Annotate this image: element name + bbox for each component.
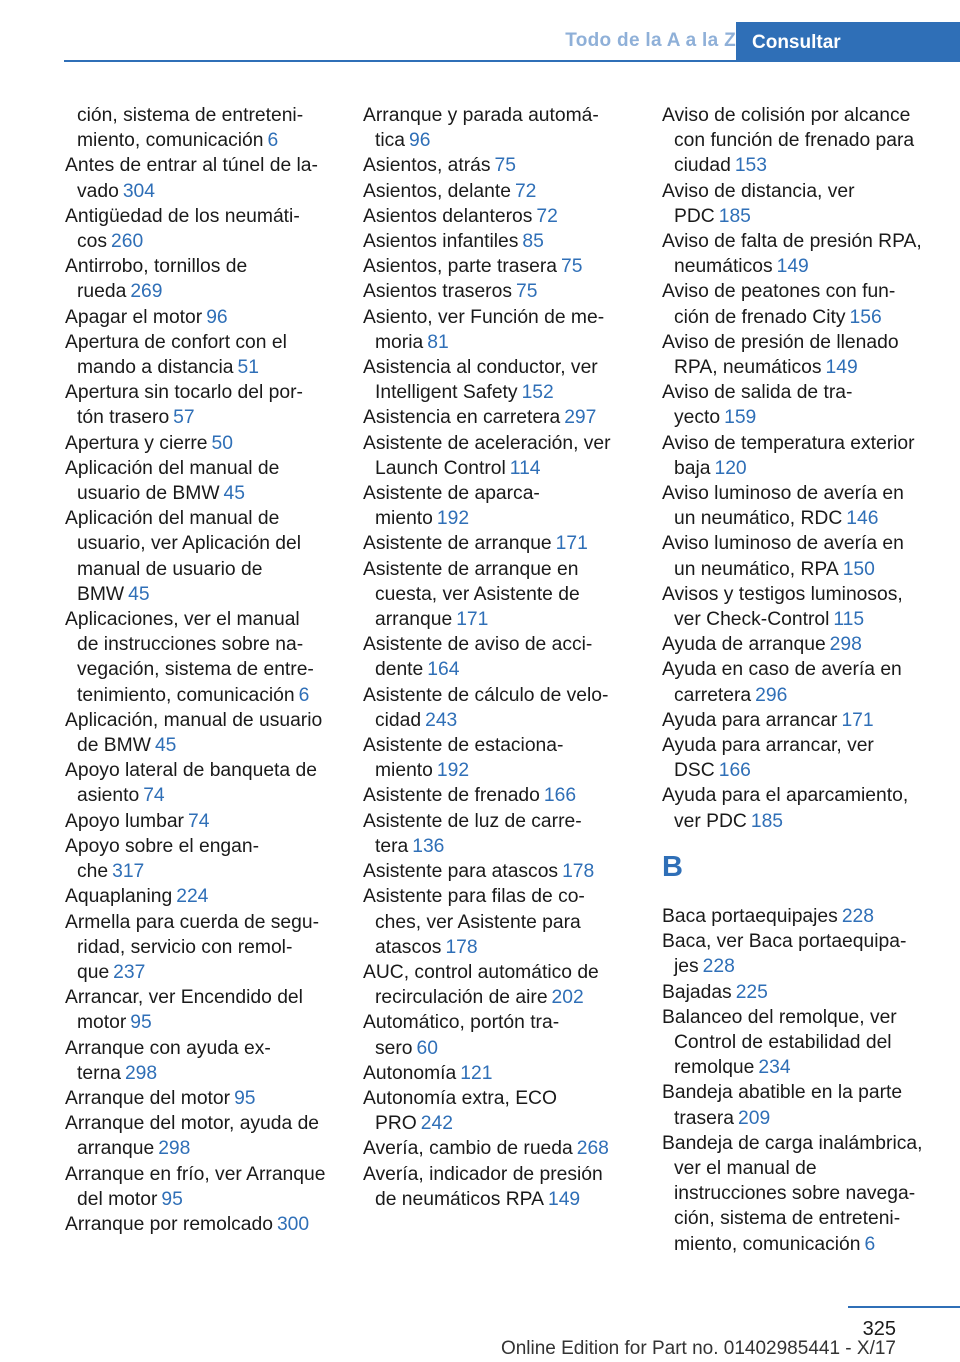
index-page-link[interactable]: 164: [427, 659, 460, 681]
index-entry-text: Aplicación, manual de usuario de BMW: [65, 709, 323, 757]
index-page-link[interactable]: 224: [176, 886, 209, 908]
index-page-link[interactable]: 150: [842, 558, 875, 580]
index-entry-text: Automático, portón tra- sero: [363, 1012, 560, 1059]
index-entry: [363, 783, 653, 808]
index-entry-text: Asientos delanteros: [363, 205, 533, 227]
index-entry: [662, 632, 952, 657]
index-entry-text: Aviso luminoso de avería en un neumático, RPA: [662, 533, 904, 580]
index-entry: [65, 456, 350, 506]
index-entry: [65, 380, 350, 430]
index-entry-text: Asientos infantiles: [363, 231, 519, 253]
index-entry: [65, 708, 350, 758]
index-page-link[interactable]: 304: [122, 180, 155, 202]
index-entry: [662, 531, 952, 581]
index-entry: [65, 153, 350, 203]
index-page-link[interactable]: 149: [776, 256, 809, 278]
index-entry-text: Aplicaciones, ver el manual de instrucciones sobre na- vegación, sistema de entre- tenimiento, comunicación: [65, 609, 314, 706]
index-page-link[interactable]: 192: [436, 760, 470, 782]
index-entry: [65, 809, 350, 834]
index-page-link[interactable]: 171: [841, 709, 874, 731]
index-entry-text: Aviso de colisión por alcance con función de frenado para ciudad: [662, 105, 915, 177]
index-entry: [363, 632, 653, 682]
index-page-link[interactable]: 166: [543, 785, 577, 807]
index-entry-text: Aviso de temperatura exterior baja: [662, 432, 915, 479]
index-page-link[interactable]: 75: [494, 155, 516, 177]
index-entry: [65, 1036, 350, 1086]
index-page-link[interactable]: 209: [738, 1107, 771, 1129]
index-entry: [65, 758, 350, 808]
index-page-link[interactable]: 121: [460, 1062, 493, 1084]
index-entry: [363, 279, 653, 304]
index-entry: [363, 229, 653, 254]
index-entry-text: Apertura sin tocarlo del por- tón trasero: [65, 382, 303, 429]
index-page-link[interactable]: 45: [223, 483, 245, 505]
index-entry-text: Asistente para atascos: [363, 861, 559, 883]
index-entry: [65, 607, 350, 708]
index-entry-text: Autonomía extra, ECO PRO: [363, 1087, 557, 1135]
index-entry: [363, 1086, 653, 1136]
index-entry-text: Baca, ver Baca portaequipa- jes: [662, 931, 907, 978]
index-entry-text: Arranque con ayuda ex- terna: [65, 1037, 271, 1084]
index-entry-text: Antes de entrar al túnel de la- vado: [65, 155, 318, 202]
index-entry-text: Asistente de aviso de acci- dente: [363, 634, 593, 681]
index-page-link[interactable]: 228: [702, 956, 735, 978]
index-entry: [363, 557, 653, 633]
index-entry: [662, 783, 952, 833]
index-page-link[interactable]: 120: [714, 457, 747, 479]
index-entry: [662, 481, 952, 531]
index-page-link[interactable]: 95: [234, 1087, 256, 1109]
index-entry: [363, 859, 653, 884]
index-page-link[interactable]: 178: [445, 936, 478, 958]
index-page-link[interactable]: 74: [187, 810, 210, 832]
index-page-link[interactable]: 202: [551, 987, 584, 1009]
index-page-link[interactable]: 60: [416, 1037, 438, 1059]
index-entry: [65, 204, 350, 254]
index-entry: [363, 481, 653, 531]
index-page-link[interactable]: 6: [267, 130, 279, 152]
index-page-link[interactable]: 136: [412, 835, 445, 857]
page-number: 325: [862, 1318, 896, 1340]
index-entry-text: Aviso de salida de tra- yecto: [662, 382, 853, 429]
index-page-link[interactable]: 159: [724, 407, 757, 429]
index-page-link[interactable]: 242: [420, 1113, 453, 1135]
index-entry-text: Aviso de peatones con fun- ción de frenado City: [662, 281, 896, 328]
page-header: [0, 0, 960, 62]
header-rule: [64, 60, 960, 62]
index-entry: [363, 733, 653, 783]
index-entry: [363, 103, 653, 153]
index-entry: [662, 657, 952, 707]
index-entry: [363, 1010, 653, 1060]
index-entry: [363, 884, 653, 960]
index-page-link[interactable]: 115: [833, 609, 865, 631]
index-page-link[interactable]: 96: [206, 306, 228, 328]
index-entry-text: Arranque del motor, ayuda de arranque: [65, 1113, 320, 1160]
index-entry-text: Apertura de confort con el mando a distancia: [65, 331, 287, 379]
index-entry-text: Asistente de luz de carre- tera: [363, 810, 582, 857]
index-entry: [363, 405, 653, 430]
index-page-link[interactable]: 50: [211, 432, 233, 454]
index-page-link[interactable]: 171: [555, 533, 588, 555]
index-entry-text: Arrancar, ver Encendido del motor: [65, 987, 303, 1034]
index-entry: [65, 884, 350, 909]
index-entry: [363, 153, 653, 178]
index-entry: [363, 531, 653, 556]
index-page-link[interactable]: 72: [514, 180, 537, 202]
index-entry: [363, 179, 653, 204]
index-entry: [662, 980, 952, 1005]
index-page-link[interactable]: 298: [124, 1062, 158, 1084]
index-page-link[interactable]: 153: [734, 155, 767, 177]
index-page-link[interactable]: 185: [718, 205, 751, 227]
index-entry: [662, 708, 952, 733]
index-entry: [65, 330, 350, 380]
index-entry-text: Asientos, delante: [363, 180, 511, 202]
index-page-link[interactable]: 51: [237, 357, 259, 379]
index-column-2: [363, 103, 653, 1212]
index-entry-text: AUC, control automático de recirculación de aire: [363, 961, 599, 1009]
index-page-link[interactable]: 74: [143, 785, 165, 807]
index-entry-text: Apagar el motor: [65, 306, 203, 328]
index-page-link[interactable]: 228: [841, 905, 874, 927]
index-entry: [662, 330, 952, 380]
index-entry-text: Avería, cambio de rueda: [363, 1138, 573, 1160]
index-entry: [363, 960, 653, 1010]
index-page-link[interactable]: 96: [409, 130, 431, 152]
index-page-link[interactable]: 296: [755, 684, 788, 706]
index-entry-text: Ayuda para el aparcamiento, ver PDC: [662, 785, 909, 832]
index-page-link[interactable]: 298: [829, 634, 862, 656]
index-entry-text: Balanceo del remolque, ver Control de estabilidad del remolque: [662, 1006, 897, 1079]
index-page-link[interactable]: 185: [750, 810, 784, 832]
index-entry: [65, 305, 350, 330]
index-page-link[interactable]: 269: [130, 281, 163, 303]
index-entry: [662, 380, 952, 430]
index-page-link[interactable]: 146: [846, 508, 879, 530]
index-entry: [363, 204, 653, 229]
index-page-link[interactable]: 298: [158, 1138, 191, 1160]
index-entry: [363, 431, 653, 481]
index-entry: [65, 254, 350, 304]
index-entry-text: Ayuda para arrancar, ver DSC: [662, 735, 874, 782]
index-entry-text: Asistente de frenado: [363, 785, 540, 807]
index-entry-text: Bandeja abatible en la parte trasera: [662, 1082, 903, 1129]
index-entry: [363, 1136, 653, 1161]
index-entry-text: Asistente de arranque: [363, 533, 552, 555]
index-entry-text: Arranque en frío, ver Arranque del motor: [65, 1163, 326, 1210]
index-entry-text: Aplicación del manual de usuario, ver Aplicación del manual de usuario de BMW: [65, 508, 302, 605]
index-entry: [363, 254, 653, 279]
index-entry-text: Apoyo sobre el engan- che: [65, 835, 260, 883]
index-entry-text: Asistente de aceleración, ver Launch Control: [363, 432, 611, 479]
index-entry: [65, 128, 350, 153]
index-column-3: [662, 103, 952, 1257]
index-entry-text: Ayuda de arranque: [662, 634, 826, 656]
index-entry: [662, 279, 952, 329]
index-entry-text: Antirrobo, tornillos de rueda: [65, 256, 248, 303]
index-page-link[interactable]: 114: [509, 457, 541, 479]
index-entry: [65, 1162, 350, 1212]
index-entry: [363, 1061, 653, 1086]
index-page-link[interactable]: 166: [718, 760, 751, 782]
index-entry: [662, 733, 952, 783]
index-entry-text: Asientos, atrás: [363, 155, 491, 177]
index-entry: [662, 904, 952, 929]
index-page-link[interactable]: 234: [758, 1057, 791, 1079]
index-page-link[interactable]: 81: [427, 331, 449, 353]
index-page-link[interactable]: 72: [536, 205, 558, 227]
index-page-link[interactable]: 156: [849, 306, 882, 328]
index-entry-text: Ayuda para arrancar: [662, 709, 838, 731]
index-entry: [363, 355, 653, 405]
index-page-link[interactable]: 75: [560, 256, 583, 278]
index-entry-text: Aviso de distancia, ver PDC: [662, 180, 855, 227]
index-entry: [363, 809, 653, 859]
index-entry-text: Aviso de falta de presión RPA, neumáticos: [662, 231, 922, 278]
index-entry-text: Arranque por remolcado: [65, 1213, 273, 1235]
index-page-link[interactable]: 300: [276, 1213, 310, 1235]
index-entry-text: Aviso luminoso de avería en un neumático, RDC: [662, 483, 904, 530]
index-entry: [662, 582, 952, 632]
index-column-1: [65, 103, 350, 1237]
index-entry-text: Antigüedad de los neumáti- cos: [65, 205, 300, 253]
index-entry: [662, 103, 952, 179]
index-page-link[interactable]: 57: [173, 407, 195, 429]
index-page-link[interactable]: 243: [425, 709, 458, 731]
index-entry: [662, 1080, 952, 1130]
index-entry-text: Asistente de arranque en cuesta, ver Asistente de arranque: [363, 558, 580, 631]
index-page-link[interactable]: 45: [128, 583, 150, 605]
index-entry: [363, 683, 653, 733]
index-entry-text: Arranque del motor: [65, 1087, 231, 1109]
index-page-link[interactable]: 149: [547, 1188, 581, 1210]
index-page-link[interactable]: 237: [113, 961, 146, 983]
index-entry-text: Apertura y cierre: [65, 432, 208, 454]
index-page-link[interactable]: 297: [564, 407, 597, 429]
index-entry-text: Bajadas: [662, 981, 732, 1003]
index-entry-text: Armella para cuerda de segu- ridad, servicio con remol- que: [65, 911, 320, 983]
index-page-link[interactable]: 178: [562, 861, 595, 883]
index-page-link[interactable]: 149: [825, 357, 858, 379]
index-entry: [65, 1111, 350, 1161]
index-entry-text: Asistente para filas de co- ches, ver Asistente para atascos: [363, 886, 585, 958]
index-entry: [65, 910, 350, 986]
index-entry: [65, 431, 350, 456]
index-entry: [662, 929, 952, 979]
index-entry-text: Baca portaequipajes: [662, 905, 838, 927]
index-entry: [662, 1005, 952, 1081]
index-page-link[interactable]: 85: [522, 231, 544, 253]
index-entry-text: Apoyo lateral de banqueta de asiento: [65, 760, 317, 807]
index-entry: [65, 1086, 350, 1111]
index-page-link[interactable]: 152: [521, 382, 554, 404]
index-entry-text: Asistente de aparca- miento: [363, 483, 540, 530]
header-chapter-tab: Consultar: [736, 22, 960, 62]
index-entry-text: Bandeja de carga inalámbrica, ver el manual de instrucciones sobre navega- ción, sistema de entreteni- miento, comunicación: [662, 1132, 923, 1255]
index-page-link[interactable]: 192: [436, 508, 470, 530]
index-entry-text: Autonomía: [363, 1062, 457, 1084]
index-entry: [363, 1162, 653, 1212]
index-entry-text: Asistente de cálculo de velo- cidad: [363, 684, 609, 731]
index-page-link[interactable]: 6: [298, 684, 310, 706]
index-entry-text: Asiento, ver Función de me- moria: [363, 306, 605, 353]
index-entry-text: Aquaplaning: [65, 886, 173, 908]
index-entry-text: Avería, indicador de presión de neumáticos RPA: [363, 1163, 603, 1210]
header-section-title: Todo de la A a la Z: [565, 30, 736, 51]
index-entry-text: Avisos y testigos luminosos, ver Check-Control: [662, 583, 903, 631]
index-page-link[interactable]: 95: [161, 1188, 183, 1210]
index-page-link[interactable]: 225: [735, 981, 768, 1003]
index-page-link[interactable]: 6: [864, 1233, 876, 1255]
index-entry: [65, 1212, 350, 1237]
index-entry: [363, 305, 653, 355]
index-entry: [65, 506, 350, 607]
footer-rule: [848, 1306, 960, 1308]
index-page-link[interactable]: 268: [576, 1138, 609, 1160]
index-entry-text: Asistente de estaciona- miento: [363, 735, 564, 782]
index-entry-text: ción, sistema de entreteni-: [77, 105, 304, 126]
index-entry: [662, 431, 952, 481]
index-entry-text: Ayuda en caso de avería en carretera: [662, 659, 902, 706]
index-entry: [662, 179, 952, 229]
index-entry: [65, 103, 350, 128]
index-entry-text: miento, comunicación: [77, 130, 264, 152]
index-entry-text: Apoyo lumbar: [65, 810, 184, 832]
index-entry-text: Asientos, parte trasera: [363, 256, 557, 278]
index-entry: [662, 229, 952, 279]
index-entry-text: Aviso de presión de llenado RPA, neumáticos: [662, 331, 899, 379]
index-entry-text: Arranque y parada automá- tica: [363, 105, 599, 152]
index-entry: [65, 985, 350, 1035]
index-entry: [662, 1131, 952, 1257]
index-page-link[interactable]: 95: [130, 1012, 152, 1034]
index-page-link[interactable]: 317: [112, 861, 145, 883]
index-page-link[interactable]: 45: [154, 735, 177, 757]
index-entry-text: Asistencia en carretera: [363, 407, 561, 429]
edition-footer: Online Edition for Part no. 01402985441 - X/17: [500, 1338, 896, 1359]
index-entry: [65, 834, 350, 884]
index-entry-text: Asistencia al conductor, ver Intelligent Safety: [363, 357, 598, 404]
index-entry-text: Asientos traseros: [363, 281, 512, 303]
index-page-link[interactable]: 260: [111, 231, 144, 253]
index-page-link[interactable]: 171: [456, 609, 489, 631]
index-page-link[interactable]: 75: [515, 281, 538, 303]
index-entry-text: Aplicación del manual de usuario de BMW: [65, 457, 280, 505]
index-letter-heading: B: [662, 850, 683, 883]
